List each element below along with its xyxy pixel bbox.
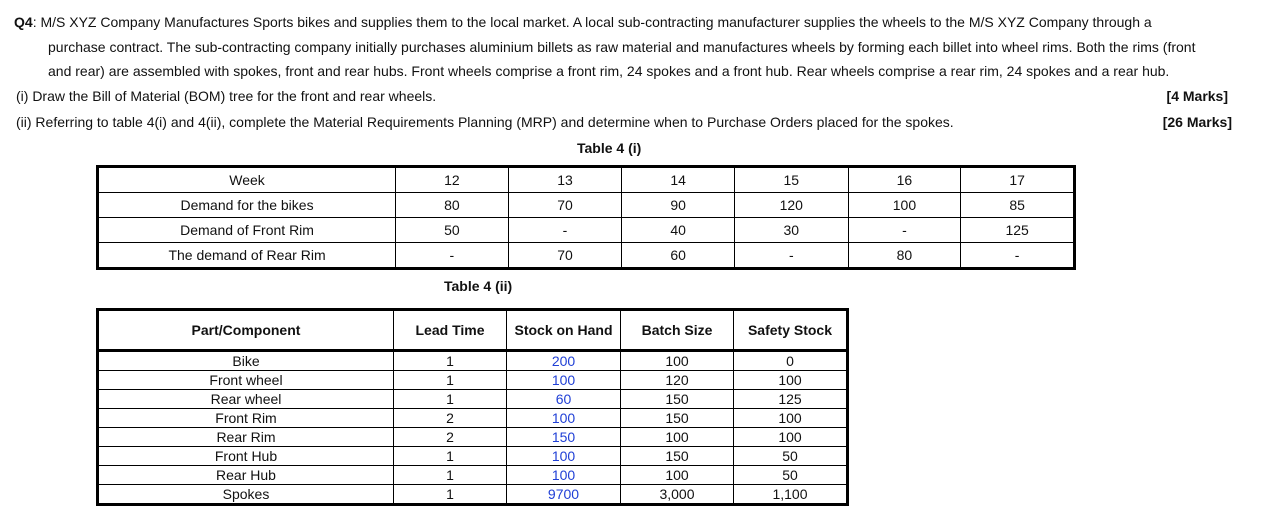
table-cell: 1 <box>394 351 507 371</box>
table-cell: 50 <box>396 218 509 243</box>
table-cell: - <box>961 243 1075 269</box>
component-name: Front Rim <box>98 409 394 428</box>
table-cell: 80 <box>848 243 961 269</box>
table-row <box>98 390 848 409</box>
header-row <box>98 310 848 351</box>
table-cell: 100 <box>734 409 848 428</box>
table-cell: - <box>848 218 961 243</box>
component-name: Bike <box>98 351 394 371</box>
question-label: Q4 <box>14 14 33 30</box>
table-cell: 50 <box>734 466 848 485</box>
table-cell: 1 <box>394 390 507 409</box>
component-name: Rear Hub <box>98 466 394 485</box>
table-cell: 9700 <box>507 485 621 505</box>
table-row <box>98 447 848 466</box>
table-cell: 0 <box>734 351 848 371</box>
row-label: Week <box>98 167 396 193</box>
table-cell: 60 <box>622 243 735 269</box>
column-header: Lead Time <box>394 310 507 351</box>
table-cell: 100 <box>734 371 848 390</box>
table-cell: 2 <box>394 409 507 428</box>
part-i-text: (i) Draw the Bill of Material (BOM) tree for the front and rear wheels. <box>16 88 437 104</box>
table-cell: 120 <box>621 371 734 390</box>
table-row <box>98 428 848 447</box>
table-cell: 12 <box>396 167 509 193</box>
table-cell: 120 <box>734 193 848 218</box>
table-cell: 150 <box>621 390 734 409</box>
table-cell: 13 <box>508 167 622 193</box>
component-name: Spokes <box>98 485 394 505</box>
column-header: Part/Component <box>98 310 394 351</box>
table-row <box>98 371 848 390</box>
table-cell: 80 <box>396 193 509 218</box>
table-cell: 100 <box>734 428 848 447</box>
question-line-1 <box>14 13 1152 31</box>
table1-caption: Table 4 (i) <box>577 140 642 156</box>
table-cell: 14 <box>622 167 735 193</box>
table-cell: 100 <box>621 428 734 447</box>
table-cell: 70 <box>508 193 622 218</box>
row-label: Demand of Front Rim <box>98 218 396 243</box>
table-row <box>98 485 848 505</box>
table-cell: 85 <box>961 193 1075 218</box>
question-text-1: : M/S XYZ Company Manufactures Sports bikes and supplies them to the local market. A local sub-contracting manufacturer supplies the wheels to the M/S XYZ Company through a <box>32 14 1152 30</box>
table-cell: 15 <box>734 167 848 193</box>
table-cell: 1 <box>394 485 507 505</box>
table-cell: 50 <box>734 447 848 466</box>
table-cell: 1 <box>394 447 507 466</box>
table-cell: 150 <box>621 409 734 428</box>
table-row <box>98 243 1075 269</box>
table-cell: 1 <box>394 371 507 390</box>
table-cell: 70 <box>508 243 622 269</box>
table-row <box>98 351 848 371</box>
question-line-2: purchase contract. The sub-contracting company initially purchases aluminium billets as raw material and manufactures wheels by forming each billet into wheel rims. Both the rims (front <box>48 39 1196 55</box>
table-cell: 17 <box>961 167 1075 193</box>
table-cell: 90 <box>622 193 735 218</box>
table-cell: 125 <box>734 390 848 409</box>
table-cell: 100 <box>507 447 621 466</box>
table-cell: 100 <box>507 371 621 390</box>
table-row <box>98 218 1075 243</box>
part-ii-text: (ii) Referring to table 4(i) and 4(ii), complete the Material Requirements Planning (MRP) and determine when to Purchase Orders placed for the spokes. <box>16 114 954 130</box>
row-label: Demand for the bikes <box>98 193 396 218</box>
table-cell: 100 <box>621 466 734 485</box>
component-name: Front wheel <box>98 371 394 390</box>
row-label: The demand of Rear Rim <box>98 243 396 269</box>
table-cell: - <box>734 243 848 269</box>
table-cell: 60 <box>507 390 621 409</box>
column-header: Stock on Hand <box>507 310 621 351</box>
table-cell: 100 <box>848 193 961 218</box>
component-name: Front Hub <box>98 447 394 466</box>
component-name: Rear Rim <box>98 428 394 447</box>
table-cell: - <box>508 218 622 243</box>
table-cell: 40 <box>622 218 735 243</box>
table-cell: 1,100 <box>734 485 848 505</box>
table-cell: 30 <box>734 218 848 243</box>
table-cell: 100 <box>507 409 621 428</box>
table-cell: 150 <box>621 447 734 466</box>
part-i-marks: [4 Marks] <box>1166 88 1228 104</box>
table-cell: 150 <box>507 428 621 447</box>
table-cell: 16 <box>848 167 961 193</box>
table-cell: 100 <box>621 351 734 371</box>
table-cell: 125 <box>961 218 1075 243</box>
table-cell: 2 <box>394 428 507 447</box>
table-cell: - <box>396 243 509 269</box>
component-name: Rear wheel <box>98 390 394 409</box>
column-header: Batch Size <box>621 310 734 351</box>
table2-caption: Table 4 (ii) <box>444 278 513 294</box>
table-cell: 1 <box>394 466 507 485</box>
component-table <box>96 308 849 506</box>
table-row <box>98 193 1075 218</box>
demand-table <box>96 165 1076 270</box>
column-header: Safety Stock <box>734 310 848 351</box>
table-cell: 100 <box>507 466 621 485</box>
part-ii-marks: [26 Marks] <box>1162 114 1232 130</box>
table-cell: 200 <box>507 351 621 371</box>
table-row <box>98 409 848 428</box>
table-cell: 3,000 <box>621 485 734 505</box>
question-line-3: and rear) are assembled with spokes, front and rear hubs. Front wheels comprise a front rim, 24 spokes and a front hub. Rear wheels comprise a rear rim, 24 spokes and a rear hub. <box>48 63 1170 79</box>
table-row <box>98 167 1075 193</box>
table-row <box>98 466 848 485</box>
